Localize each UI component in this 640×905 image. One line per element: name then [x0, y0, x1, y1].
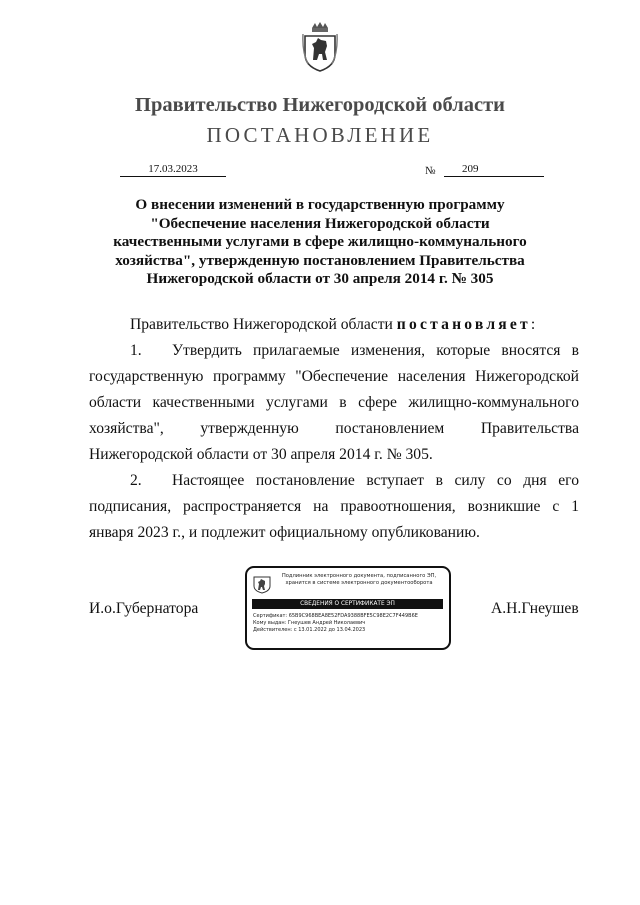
- document-date: 17.03.2023: [120, 163, 226, 177]
- list-item: [89, 338, 579, 468]
- stamp-certificate: Сертификат: 65B9C968BEA8E52FDA9388BFE5C98E2C7F449B6E: [253, 613, 418, 619]
- document-subject: О внесении изменений в государственную программу "Обеспечение населения Нижегородской области качественными услугами в сфере жилищно-коммунального хозяйства", утвержденную постановлением Правительства Нижегородской области от 30 апреля 2014 г. № 305: [113, 196, 527, 288]
- intro-prefix: Правительство Нижегородской области: [130, 316, 397, 333]
- number-sign: №: [425, 165, 436, 177]
- stamp-title-bar: СВЕДЕНИЯ О СЕРТИФИКАТЕ ЭП: [252, 599, 443, 609]
- electronic-signature-stamp: [245, 566, 451, 650]
- item-text: Настоящее постановление вступает в силу со дня его подписания, распространяется на правоотношения, возникшие с 1 января 2023 г., и подлежит официальному опубликованию.: [89, 472, 579, 541]
- item-text: Утвердить прилагаемые изменения, которые вносятся в государственную программу "Обеспечение населения Нижегородской области качественными услугами в сфере жилищно-коммунального хозяйства", утвержденную постановлением Правительства Нижегородской области от 30 апреля 2014 г. № 305.: [89, 342, 579, 463]
- intro-paragraph: [89, 312, 579, 338]
- signer-title: И.о.Губернатора: [89, 600, 199, 617]
- intro-keyword: постановляет: [396, 316, 531, 333]
- document-type: ПОСТАНОВЛЕНИЕ: [206, 123, 434, 147]
- coat-of-arms-icon: [302, 22, 338, 72]
- list-item: [89, 468, 579, 546]
- stamp-owner: Кому выдан: Гнеушев Андрей Николаевич: [253, 620, 366, 627]
- stamp-header-line: хранится в системе электронного документооборота: [285, 579, 433, 586]
- document-number-field: [444, 163, 544, 177]
- item-number: 2.: [130, 472, 142, 489]
- stamp-details: [253, 613, 418, 635]
- organization-title: Правительство Нижегородской области: [135, 94, 505, 116]
- item-number: 1.: [130, 342, 142, 359]
- coat-of-arms-small-icon: [253, 574, 271, 594]
- stamp-validity: Действителен: с 13.01.2022 до 13.04.2023: [253, 627, 366, 634]
- document-number: 209: [462, 163, 479, 175]
- stamp-header-line: Подлинник электронного документа, подписанного ЭП,: [281, 573, 437, 579]
- intro-suffix: :: [530, 316, 536, 333]
- stamp-header: [271, 573, 447, 586]
- signer-name: А.Н.Гнеушев: [491, 600, 579, 617]
